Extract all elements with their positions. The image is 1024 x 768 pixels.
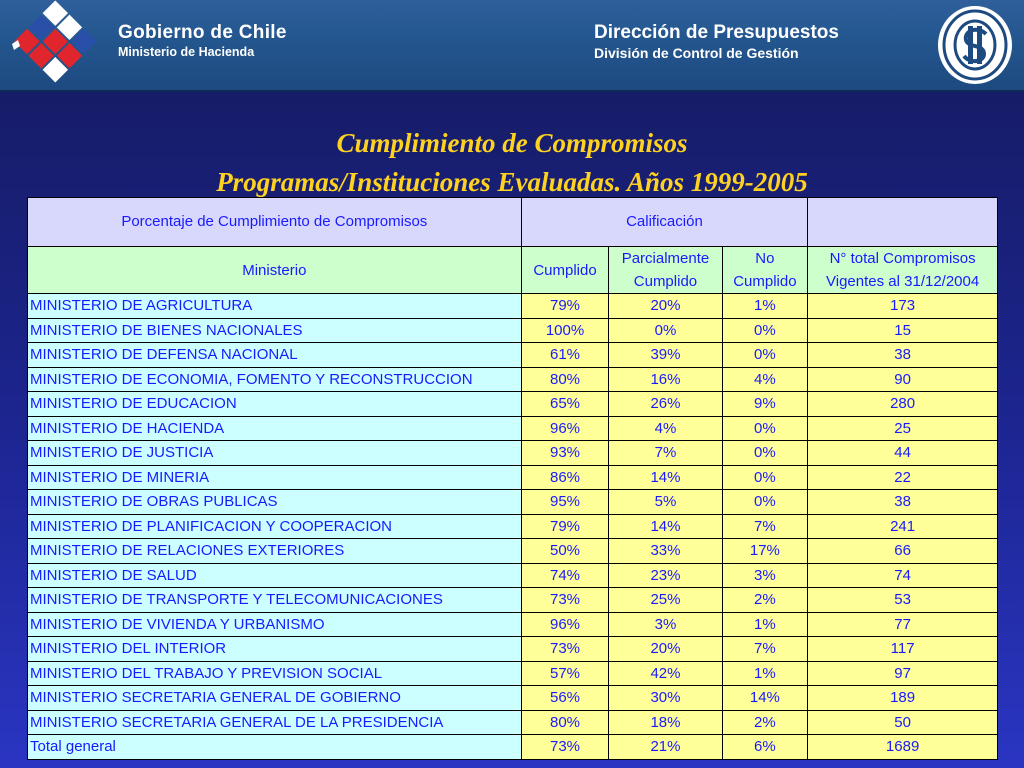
no-cumplido-cell: 7% xyxy=(722,637,808,662)
table-header-row-1 xyxy=(28,198,998,247)
no-cumplido-cell: 0% xyxy=(722,441,808,466)
compliance-table xyxy=(27,197,998,760)
total-compromisos-cell: 15 xyxy=(808,318,998,343)
no-cumplido-cell: 1% xyxy=(722,661,808,686)
total-compromisos-cell: 74 xyxy=(808,563,998,588)
cumplido-cell: 73% xyxy=(521,637,609,662)
header-empty-cell xyxy=(808,198,998,247)
total-compromisos-cell: 77 xyxy=(808,612,998,637)
parcial-cell: 33% xyxy=(609,539,722,564)
total-compromisos-cell: 189 xyxy=(808,686,998,711)
cumplido-cell: 93% xyxy=(521,441,609,466)
table-row xyxy=(28,710,998,735)
no-cumplido-cell: 0% xyxy=(722,465,808,490)
header-total-compromisos: N° total Compromisos Vigentes al 31/12/2004 xyxy=(808,247,998,294)
ministry-name-cell: MINISTERIO DEL INTERIOR xyxy=(28,637,522,662)
table-row xyxy=(28,539,998,564)
ministry-name-cell: MINISTERIO DE OBRAS PUBLICAS xyxy=(28,490,522,515)
no-cumplido-cell: 4% xyxy=(722,367,808,392)
cumplido-cell: 100% xyxy=(521,318,609,343)
table-row xyxy=(28,612,998,637)
no-cumplido-cell: 17% xyxy=(722,539,808,564)
dipres-seal-icon xyxy=(934,4,1016,86)
page-title-line1: Cumplimiento de Compromisos xyxy=(336,128,688,158)
ministry-name-cell: MINISTERIO DE RELACIONES EXTERIORES xyxy=(28,539,522,564)
direction-subtitle: División de Control de Gestión xyxy=(594,45,799,61)
no-cumplido-cell: 7% xyxy=(722,514,808,539)
table-body xyxy=(28,294,998,760)
ministry-name-cell: MINISTERIO DE JUSTICIA xyxy=(28,441,522,466)
ministry-name-cell: MINISTERIO DE AGRICULTURA xyxy=(28,294,522,319)
header-calificacion-cell: Calificación xyxy=(521,198,808,247)
parcial-cell: 21% xyxy=(609,735,722,760)
no-cumplido-cell: 6% xyxy=(722,735,808,760)
parcial-cell: 23% xyxy=(609,563,722,588)
no-cumplido-cell: 0% xyxy=(722,490,808,515)
cumplido-cell: 73% xyxy=(521,588,609,613)
parcial-cell: 20% xyxy=(609,294,722,319)
parcial-cell: 20% xyxy=(609,637,722,662)
parcial-cell: 39% xyxy=(609,343,722,368)
table-row xyxy=(28,343,998,368)
parcial-cell: 25% xyxy=(609,588,722,613)
total-compromisos-cell: 22 xyxy=(808,465,998,490)
table-row xyxy=(28,563,998,588)
total-compromisos-cell: 50 xyxy=(808,710,998,735)
no-cumplido-cell: 3% xyxy=(722,563,808,588)
ministry-name-cell: MINISTERIO DE PLANIFICACION Y COOPERACION xyxy=(28,514,522,539)
total-compromisos-cell: 66 xyxy=(808,539,998,564)
ministry-name-cell: MINISTERIO DE MINERIA xyxy=(28,465,522,490)
table-row xyxy=(28,637,998,662)
parcial-cell: 14% xyxy=(609,514,722,539)
cumplido-cell: 57% xyxy=(521,661,609,686)
table-total-row xyxy=(28,735,998,760)
cumplido-cell: 79% xyxy=(521,294,609,319)
ministry-name-cell: MINISTERIO DE SALUD xyxy=(28,563,522,588)
no-cumplido-cell: 1% xyxy=(722,294,808,319)
parcial-cell: 14% xyxy=(609,465,722,490)
total-compromisos-cell: 1689 xyxy=(808,735,998,760)
table-row xyxy=(28,318,998,343)
cumplido-cell: 95% xyxy=(521,490,609,515)
direction-title: Dirección de Presupuestos xyxy=(594,22,839,43)
header-ministerio: Ministerio xyxy=(28,247,522,294)
gov-subtitle: Ministerio de Hacienda xyxy=(118,45,255,59)
no-cumplido-cell: 0% xyxy=(722,318,808,343)
total-compromisos-cell: 38 xyxy=(808,490,998,515)
cumplido-cell: 96% xyxy=(521,612,609,637)
total-compromisos-cell: 44 xyxy=(808,441,998,466)
ministry-name-cell: MINISTERIO DE VIVIENDA Y URBANISMO xyxy=(28,612,522,637)
parcial-cell: 5% xyxy=(609,490,722,515)
no-cumplido-cell: 2% xyxy=(722,588,808,613)
header-cumplido: Cumplido xyxy=(521,247,609,294)
parcial-cell: 18% xyxy=(609,710,722,735)
table-row xyxy=(28,465,998,490)
header-no-cumplido: No Cumplido xyxy=(722,247,808,294)
cumplido-cell: 56% xyxy=(521,686,609,711)
parcial-cell: 7% xyxy=(609,441,722,466)
cumplido-cell: 96% xyxy=(521,416,609,441)
ministry-name-cell: MINISTERIO SECRETARIA GENERAL DE GOBIERNO xyxy=(28,686,522,711)
total-compromisos-cell: 90 xyxy=(808,367,998,392)
ministry-name-cell: MINISTERIO SECRETARIA GENERAL DE LA PRESIDENCIA xyxy=(28,710,522,735)
table-row xyxy=(28,294,998,319)
ministry-name-cell: MINISTERIO DEL TRABAJO Y PREVISION SOCIAL xyxy=(28,661,522,686)
ministry-name-cell: MINISTERIO DE EDUCACION xyxy=(28,392,522,417)
table-row xyxy=(28,661,998,686)
ministry-name-cell: MINISTERIO DE BIENES NACIONALES xyxy=(28,318,522,343)
no-cumplido-cell: 14% xyxy=(722,686,808,711)
no-cumplido-cell: 0% xyxy=(722,343,808,368)
no-cumplido-cell: 2% xyxy=(722,710,808,735)
page-title-line2: Programas/Instituciones Evaluadas. Años 1999-2005 xyxy=(216,167,808,197)
parcial-cell: 16% xyxy=(609,367,722,392)
ministry-name-cell: MINISTERIO DE HACIENDA xyxy=(28,416,522,441)
table-row xyxy=(28,490,998,515)
cumplido-cell: 61% xyxy=(521,343,609,368)
table-row xyxy=(28,416,998,441)
cumplido-cell: 65% xyxy=(521,392,609,417)
cumplido-cell: 50% xyxy=(521,539,609,564)
total-compromisos-cell: 280 xyxy=(808,392,998,417)
no-cumplido-cell: 9% xyxy=(722,392,808,417)
table-row xyxy=(28,392,998,417)
total-compromisos-cell: 38 xyxy=(808,343,998,368)
cumplido-cell: 79% xyxy=(521,514,609,539)
parcial-cell: 0% xyxy=(609,318,722,343)
cumplido-cell: 80% xyxy=(521,367,609,392)
ministry-name-cell: MINISTERIO DE TRANSPORTE Y TELECOMUNICACIONES xyxy=(28,588,522,613)
ministry-name-cell: MINISTERIO DE DEFENSA NACIONAL xyxy=(28,343,522,368)
cumplido-cell: 74% xyxy=(521,563,609,588)
total-compromisos-cell: 241 xyxy=(808,514,998,539)
total-compromisos-cell: 173 xyxy=(808,294,998,319)
no-cumplido-cell: 0% xyxy=(722,416,808,441)
header-parcialmente-cumplido: Parcialmente Cumplido xyxy=(609,247,722,294)
table-row xyxy=(28,588,998,613)
parcial-cell: 30% xyxy=(609,686,722,711)
table-row xyxy=(28,686,998,711)
parcial-cell: 4% xyxy=(609,416,722,441)
total-compromisos-cell: 97 xyxy=(808,661,998,686)
cumplido-cell: 73% xyxy=(521,735,609,760)
table-row xyxy=(28,367,998,392)
gov-title: Gobierno de Chile xyxy=(118,22,287,43)
header-percentage-cell: Porcentaje de Cumplimiento de Compromisos xyxy=(28,198,522,247)
no-cumplido-cell: 1% xyxy=(722,612,808,637)
cumplido-cell: 80% xyxy=(521,710,609,735)
parcial-cell: 42% xyxy=(609,661,722,686)
table-header-row-2 xyxy=(28,247,998,294)
table-row xyxy=(28,441,998,466)
ministry-name-cell: Total general xyxy=(28,735,522,760)
parcial-cell: 26% xyxy=(609,392,722,417)
total-compromisos-cell: 117 xyxy=(808,637,998,662)
table-row xyxy=(28,514,998,539)
total-compromisos-cell: 25 xyxy=(808,416,998,441)
parcial-cell: 3% xyxy=(609,612,722,637)
total-compromisos-cell: 53 xyxy=(808,588,998,613)
gobierno-de-chile-logo xyxy=(0,0,112,90)
page-header xyxy=(0,0,1024,92)
cumplido-cell: 86% xyxy=(521,465,609,490)
ministry-name-cell: MINISTERIO DE ECONOMIA, FOMENTO Y RECONSTRUCCION xyxy=(28,367,522,392)
